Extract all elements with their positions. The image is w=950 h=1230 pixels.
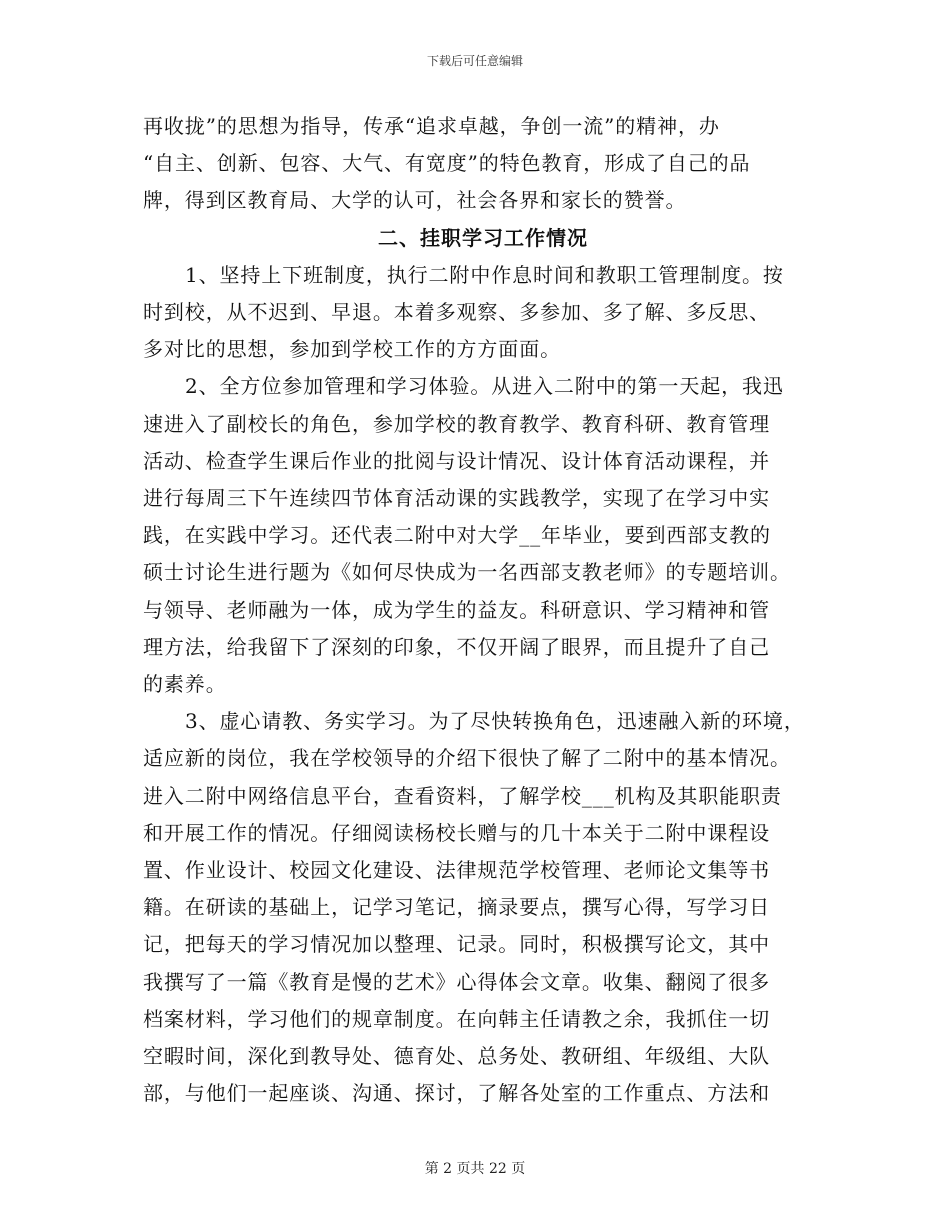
text-line: 牌，得到区教育局、大学的认可，社会各界和家长的赞誉。 bbox=[143, 188, 687, 213]
document-body bbox=[143, 108, 823, 1112]
paragraph-2 bbox=[143, 368, 823, 703]
text-line: 理方法，给我留下了深刻的印象，不仅开阔了眼界，而且提升了自己 bbox=[143, 634, 770, 659]
text-line: 1、坚持上下班制度，执行二附中作息时间和教职工管理制度。按 bbox=[185, 262, 784, 287]
text-line: 空暇时间，深化到教导处、德育处、总务处、教研组、年级组、大队 bbox=[143, 1044, 770, 1069]
page-footer: 第 2 页共 22 页 bbox=[424, 1161, 526, 1177]
text-line: 2、全方位参加管理和学习体验。从进入二附中的第一天起，我迅 bbox=[185, 374, 784, 399]
text-line: “自主、创新、包容、大气、有宽度”的特色教育，形成了自己的品 bbox=[143, 151, 751, 176]
text-line: 置、作业设计、校园文化建设、法律规范学校管理、老师论文集等书 bbox=[143, 858, 770, 883]
section-heading: 二、挂职学习工作情况 bbox=[378, 225, 588, 250]
text-line: 记，把每天的学习情况加以整理、记录。同时，积极撰写论文，其中 bbox=[143, 932, 770, 957]
text-line: 籍。在研读的基础上，记学习笔记，摘录要点，撰写心得，写学习日 bbox=[143, 895, 770, 920]
text-line: 和开展工作的情况。仔细阅读杨校长赠与的几十本关于二附中课程设 bbox=[143, 820, 770, 845]
text-line: 进入二附中网络信息平台，查看资料，了解学校___机构及其职能职责 bbox=[143, 783, 782, 808]
paragraph-1 bbox=[143, 257, 823, 369]
text-line: 与领导、老师融为一体，成为学生的益友。科研意识、学习精神和管 bbox=[143, 597, 770, 622]
page-header: 下载后可任意编辑 bbox=[426, 54, 523, 68]
text-line: 进行每周三下午连续四节体育活动课的实践教学，实现了在学习中实 bbox=[143, 486, 770, 511]
text-line: 的素养。 bbox=[143, 672, 227, 697]
intro-paragraph bbox=[143, 108, 823, 220]
text-line: 多对比的思想，参加到学校工作的方方面面。 bbox=[143, 337, 561, 362]
text-line: 部，与他们一起座谈、沟通、探讨，了解各处室的工作重点、方法和 bbox=[143, 1081, 770, 1106]
text-line: 再收拢”的思想为指导，传承“追求卓越，争创一流”的精神，办 bbox=[143, 114, 720, 138]
text-line: 适应新的岗位，我在学校领导的介绍下很快了解了二附中的基本情况。 bbox=[143, 746, 791, 771]
text-line: 践，在实践中学习。还代表二附中对大学__年毕业，要到西部支教的 bbox=[143, 523, 771, 548]
paragraph-3 bbox=[143, 703, 823, 1112]
text-line: 3、虚心请教、务实学习。为了尽快转换角色，迅速融入新的环境， bbox=[185, 709, 805, 734]
text-line: 活动、检查学生课后作业的批阅与设计情况、设计体育活动课程，并 bbox=[143, 448, 770, 473]
text-line: 时到校，从不迟到、早退。本着多观察、多参加、多了解、多反思、 bbox=[143, 300, 770, 325]
text-line: 我撰写了一篇《教育是慢的艺术》心得体会文章。收集、翻阅了很多 bbox=[143, 969, 770, 994]
text-line: 速进入了副校长的角色，参加学校的教育教学、教育科研、教育管理 bbox=[143, 411, 770, 436]
text-line: 硕士讨论生进行题为《如何尽快成为一名西部支教老师》的专题培训。 bbox=[143, 560, 791, 585]
text-line: 档案材料，学习他们的规章制度。在向韩主任请教之余，我抓住一切 bbox=[143, 1006, 770, 1031]
